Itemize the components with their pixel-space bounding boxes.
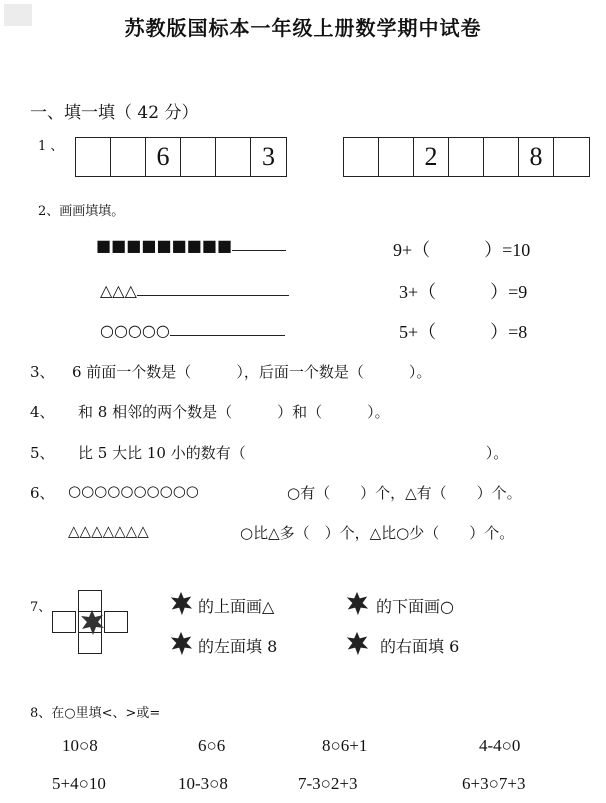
q6-circles-text: ○有（ ）个，△有（ ）个。	[287, 484, 522, 502]
q2-label: 2、画画填填。	[38, 204, 125, 219]
q6-triangles-text: ○比△多（ ）个，△比○少（ ）个。	[240, 524, 515, 542]
compare-item[interactable]: 10-3○8	[178, 774, 228, 793]
circles: ○○○○○	[100, 321, 170, 340]
leaf-icon	[78, 608, 106, 636]
q2-row-1	[96, 236, 286, 255]
triangle-row: △△△△△△△	[68, 522, 149, 540]
q5-number: 5、	[30, 444, 55, 462]
page-title: 苏教版国标本一年级上册数学期中试卷	[124, 16, 482, 40]
grid-b-cell[interactable]	[379, 138, 414, 176]
q4-number: 4、	[30, 403, 55, 421]
equation: 3+（ ）=9	[399, 282, 528, 302]
cross-left-cell[interactable]	[52, 611, 76, 633]
leaf-icon	[344, 630, 370, 656]
leaf-icon	[168, 590, 194, 616]
q8-label: 8、在○里填<、>或=	[30, 706, 161, 721]
q2-row-3	[100, 321, 285, 340]
cross-grid	[52, 590, 128, 656]
grid-b-cell[interactable]	[344, 138, 379, 176]
q3-text: 6 前面一个数是（ ），后面一个数是（ ）。	[72, 363, 432, 381]
number-grid-a	[75, 137, 287, 177]
compare-item[interactable]: 5+4○10	[52, 774, 106, 793]
compare-item[interactable]: 7-3○2+3	[298, 774, 358, 793]
number-grid-b	[343, 137, 590, 177]
compare-item[interactable]: 8○6+1	[322, 736, 368, 755]
leaf-icon	[168, 630, 194, 656]
grid-b-cell[interactable]: 2	[414, 138, 449, 176]
q7-item-right: 的右面填 6	[380, 637, 460, 656]
grid-b-cell[interactable]	[484, 138, 519, 176]
q5-text: 比 5 大比 10 小的数有（ ）。	[78, 444, 509, 462]
cross-right-cell[interactable]	[104, 611, 128, 633]
q1-label: 1 、	[38, 139, 64, 154]
triangles: △△△	[100, 281, 137, 300]
grid-b-cell[interactable]: 8	[519, 138, 554, 176]
grid-a-cell[interactable]	[216, 138, 251, 176]
leaf-icon	[344, 590, 370, 616]
answer-line[interactable]	[170, 321, 285, 336]
compare-item[interactable]: 6+3○7+3	[462, 774, 526, 793]
compare-item[interactable]: 4-4○0	[479, 736, 521, 755]
grid-a-cell[interactable]	[76, 138, 111, 176]
q6-number: 6、	[30, 484, 55, 502]
section-heading: 一、填一填（ 42 分）	[30, 103, 199, 123]
grid-b-cell[interactable]	[554, 138, 589, 176]
grid-a-cell[interactable]: 3	[262, 142, 275, 171]
grid-a-cell[interactable]: 6	[146, 138, 181, 176]
equation: 5+（ ）=8	[399, 322, 528, 342]
answer-line[interactable]	[137, 281, 289, 296]
squares: ■■■■■■■■■	[96, 236, 233, 255]
q2-row-2	[100, 281, 289, 300]
circle-row: ○○○○○○○○○○	[68, 482, 199, 500]
q7-item-below: 的下面画○	[376, 597, 454, 616]
q7-item-above: 的上面画△	[198, 597, 275, 616]
grid-b-cell[interactable]	[449, 138, 484, 176]
q7-item-left: 的左面填 8	[198, 637, 278, 656]
q7-number: 7、	[30, 600, 52, 615]
grid-a-cell[interactable]	[181, 138, 216, 176]
answer-line[interactable]	[232, 236, 286, 251]
compare-item[interactable]: 6○6	[198, 736, 226, 755]
grid-a-cell[interactable]	[111, 138, 146, 176]
equation: 9+（ ）=10	[393, 240, 531, 260]
q3-number: 3、	[30, 363, 55, 381]
compare-item[interactable]: 10○8	[62, 736, 98, 755]
q4-text: 和 8 相邻的两个数是（ ）和（ ）。	[78, 403, 390, 421]
